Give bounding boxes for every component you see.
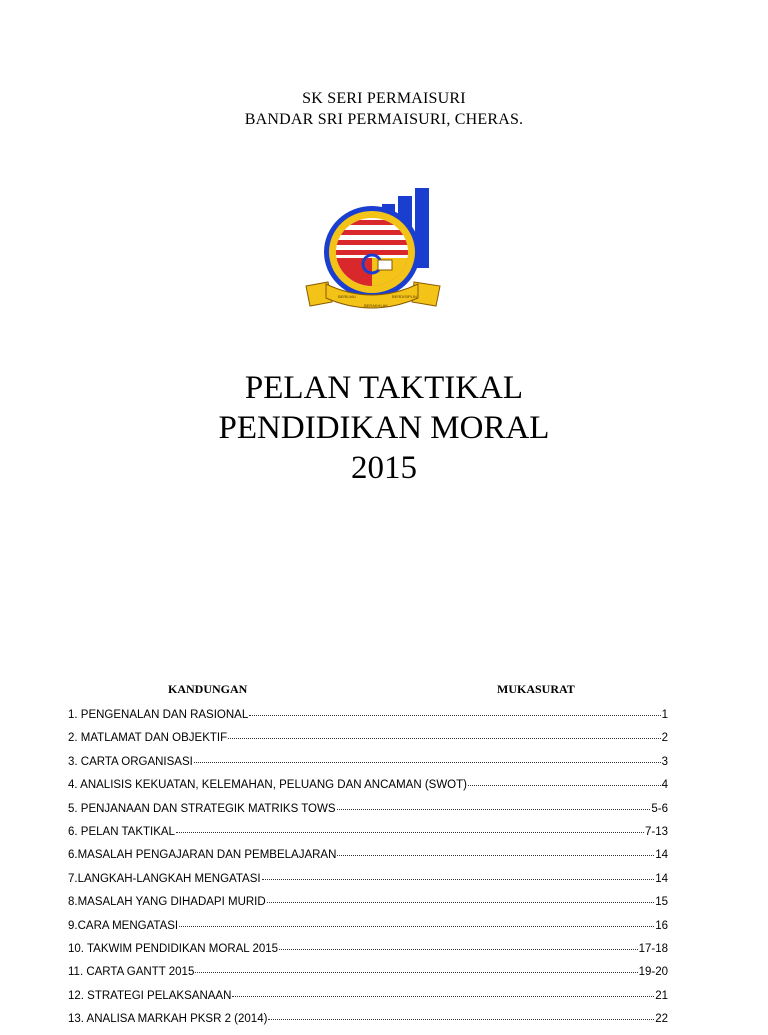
- toc-item: [68, 708, 668, 731]
- toc-item-title: 6.MASALAH PENGAJARAN DAN PEMBELAJARAN: [68, 849, 337, 862]
- toc-item-title: 5. PENJANAAN DAN STRATEGIK MATRIKS TOWS: [68, 802, 336, 815]
- toc-item: [68, 802, 668, 825]
- toc-leader-dots: [249, 708, 660, 716]
- toc-leader-dots: [468, 778, 661, 786]
- toc-item-title: 3. CARTA ORGANISASI: [68, 755, 193, 768]
- toc-item-title: 10. TAKWIM PENDIDIKAN MORAL 2015: [68, 942, 279, 955]
- title-line-2: PENDIDIKAN MORAL: [218, 410, 550, 446]
- toc-item-page: 22: [655, 1013, 668, 1026]
- toc-item-page: 19-20: [638, 966, 668, 979]
- toc-item-title: 9.CARA MENGATASI: [68, 919, 179, 932]
- toc-leader-dots: [262, 872, 655, 880]
- toc-item-title: 13. ANALISA MARKAH PKSR 2 (2014): [68, 1013, 268, 1026]
- toc-item-title: 8.MASALAH YANG DIHADAPI MURID: [68, 896, 266, 909]
- toc-item: [68, 965, 668, 988]
- toc-item: [68, 731, 668, 754]
- toc-leader-dots: [176, 825, 644, 833]
- toc-item: [68, 872, 668, 895]
- school-name: SK SERI PERMAISURI: [302, 90, 466, 107]
- toc-item-page: 21: [655, 989, 668, 1002]
- title-line-1: PELAN TAKTIKAL: [244, 370, 524, 406]
- toc-item-page: 14: [655, 872, 668, 885]
- toc-item-page: 17-18: [638, 942, 668, 955]
- toc-leader-dots: [228, 731, 660, 739]
- toc-item: [68, 848, 668, 871]
- ribbon-right-text: BERDISIPLIN: [392, 294, 417, 299]
- toc-item-title: 6. PELAN TAKTIKAL: [68, 825, 175, 838]
- toc-item: [68, 989, 668, 1012]
- toc-item-page: 5-6: [651, 802, 668, 815]
- toc-item-title: 12. STRATEGI PELAKSANAAN: [68, 989, 232, 1002]
- school-header: [0, 88, 768, 130]
- ribbon-left-text: BERILMU: [338, 294, 356, 299]
- ribbon-center-text: BERAKHLAK: [364, 303, 389, 308]
- toc-item-page: 14: [655, 849, 668, 862]
- title-line-3: 2015: [351, 450, 417, 486]
- toc-item: [68, 942, 668, 965]
- toc-leader-dots: [337, 802, 651, 810]
- toc-item-title: 4. ANALISIS KEKUATAN, KELEMAHAN, PELUANG DAN ANCAMAN (SWOT): [68, 779, 467, 792]
- toc-heading-page: MUKASURAT: [497, 682, 575, 696]
- toc-item: [68, 895, 668, 918]
- toc-item-title: 7.LANGKAH-LANGKAH MENGATASI: [68, 872, 261, 885]
- toc-item: [68, 919, 668, 942]
- school-logo: [298, 156, 458, 346]
- toc-leader-dots: [179, 919, 654, 927]
- main-title: [0, 368, 768, 488]
- toc-item-page: 7-13: [644, 825, 668, 838]
- toc-leader-dots: [195, 965, 637, 973]
- toc-leader-dots: [267, 895, 655, 903]
- toc-leader-dots: [337, 848, 654, 856]
- toc-item-page: 4: [661, 779, 668, 792]
- toc-item-page: 2: [661, 732, 668, 745]
- toc-item-page: 15: [655, 896, 668, 909]
- toc-item: [68, 778, 668, 801]
- toc-leader-dots: [279, 942, 638, 950]
- toc-item-page: 3: [661, 755, 668, 768]
- toc-heading-contents: KANDUNGAN: [168, 682, 248, 696]
- toc-item-title: 1. PENGENALAN DAN RASIONAL: [68, 709, 249, 721]
- toc-leader-dots: [194, 755, 661, 763]
- toc-item: [68, 825, 668, 848]
- toc-item-title: 11. CARTA GANTT 2015: [68, 966, 195, 979]
- toc-leader-dots: [232, 989, 654, 997]
- toc-item-page: 16: [655, 919, 668, 932]
- toc-item-title: 2. MATLAMAT DAN OBJEKTIF: [68, 732, 228, 745]
- toc-leader-dots: [268, 1012, 654, 1020]
- toc-item-page: 1: [661, 709, 668, 721]
- table-of-contents: [68, 708, 668, 1035]
- toc-item: [68, 755, 668, 778]
- school-address: BANDAR SRI PERMAISURI, CHERAS.: [244, 111, 524, 128]
